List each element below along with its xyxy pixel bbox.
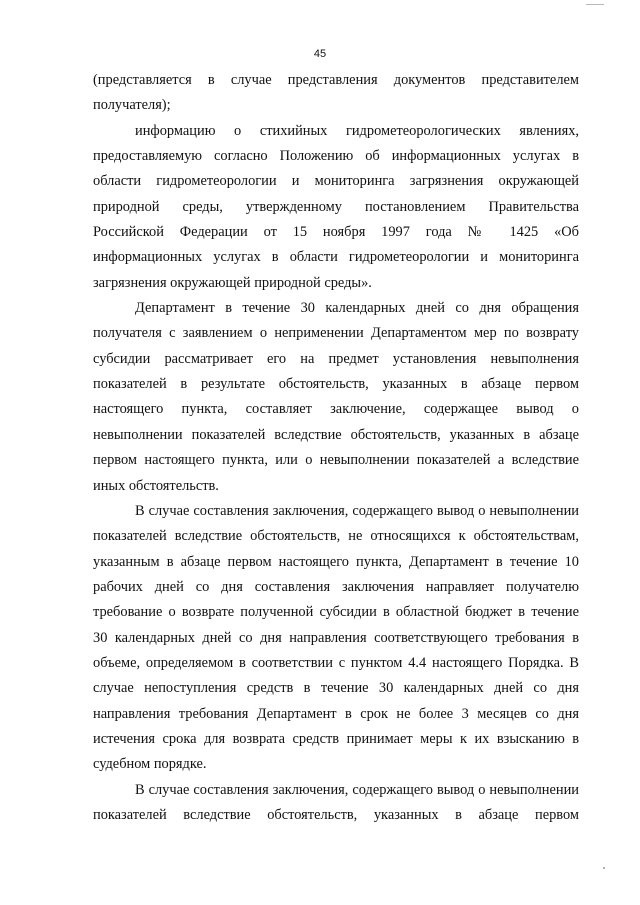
text-line: В случае составления заключения, содержащего вывод о невыполнении — [135, 781, 579, 798]
text-line: загрязнения окружающей природной среды». — [93, 274, 372, 291]
text-line: направления требования Департамент в срок не более 3 месяцев со дня — [93, 705, 579, 722]
text-line: предоставляемую согласно Положению об информационных услугах в — [93, 148, 579, 165]
text-line: объеме, определяемом в соответствии с пунктом 4.4 настоящего Порядка. В — [93, 654, 579, 671]
text-line: показателей в результате обстоятельств, указанных в абзаце первом — [93, 376, 579, 393]
text-line: В случае составления заключения, содержащего вывод о невыполнении — [135, 502, 579, 519]
text-line: случае непоступления средств в течение 30 календарных дней со дня — [93, 680, 579, 697]
document-body — [93, 68, 579, 828]
scan-speck — [603, 867, 605, 869]
text-line: настоящего пункта, составляет заключение, содержащее вывод о — [93, 401, 579, 418]
text-line: истечения срока для возврата средств принимает меры к их взысканию в — [93, 730, 579, 747]
text-line: субсидии рассматривает его на предмет установления невыполнения — [93, 350, 579, 367]
text-line: 30 календарных дней со дня направления соответствующего требования в — [93, 629, 579, 646]
text-line: первом настоящего пункта, или о невыполнении показателей а вследствие — [93, 452, 579, 469]
text-line: невыполнении показателей вследствие обстоятельств, указанных в абзаце — [93, 426, 579, 443]
text-line: получателя с заявлением о неприменении Департаментом мер по возврату — [93, 325, 579, 342]
text-line: области гидрометеорологии и мониторинга загрязнения окружающей — [93, 173, 579, 190]
text-line: (представляется в случае представления документов представителем — [93, 72, 579, 88]
text-line: судебном порядке. — [93, 756, 207, 773]
text-line: показателей вследствие обстоятельств, не относящихся к обстоятельствам, — [93, 528, 579, 545]
text-line: информационных услугах в области гидрометеорологии и мониторинга — [93, 249, 579, 266]
text-line: указанным в абзаце первом настоящего пункта, Департамент в течение 10 — [93, 553, 579, 570]
text-line: получателя); — [93, 97, 171, 114]
text-line: Департамент в течение 30 календарных дней со дня обращения — [135, 300, 579, 317]
text-line: рабочих дней со дня составления заключения направляет получателю — [93, 578, 579, 595]
text-line: показателей вследствие обстоятельств, указанных в абзаце первом — [93, 806, 579, 823]
page-number: 45 — [313, 48, 327, 60]
text-line: природной среды, утвержденному постановлением Правительства — [93, 198, 579, 215]
text-line: иных обстоятельств. — [93, 477, 219, 494]
text-line: Российской Федерации от 15 ноября 1997 года № 1425 «Об — [93, 224, 579, 241]
text-line: информацию о стихийных гидрометеорологических явлениях, — [135, 122, 579, 139]
text-line: требование о возврате полученной субсидии в областной бюджет в течение — [93, 604, 579, 621]
scan-mark — [586, 4, 604, 5]
